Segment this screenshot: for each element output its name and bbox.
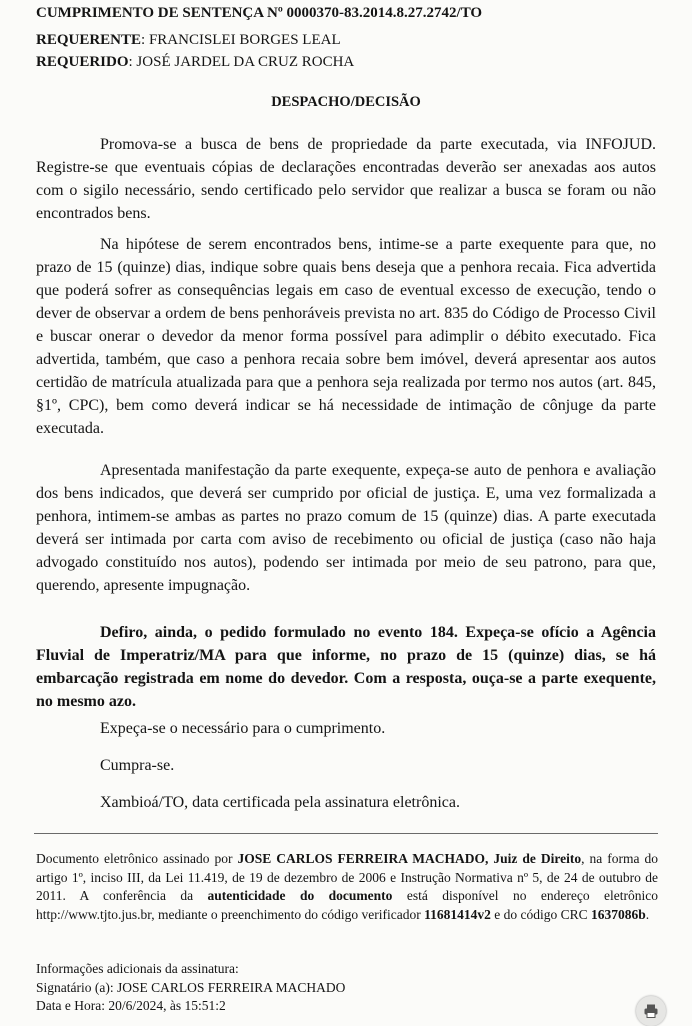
body-line-2: Cumpra-se.	[100, 757, 175, 774]
plaintiff-line	[36, 31, 341, 49]
plaintiff-name: : FRANCISLEI BORGES LEAL	[141, 32, 341, 48]
body-paragraph-1: Promova-se a busca de bens de propriedade da parte executada, via INFOJUD. Registre-se que eventuais cópias de declarações encontradas deverão ser anexadas aos autos com o sigilo necessário, sendo certificado pelo servidor que realizar a busca se foram ou não encontrados bens.	[36, 136, 656, 222]
signature-block	[36, 850, 658, 924]
signature-info-title: Informações adicionais da assinatura:	[36, 961, 239, 976]
sig-law: , na forma do artigo 1º, inciso III, da Lei 11.419, de 19 de dezembro de 2006 e Instrução Normativa nº 5, de 24 de outubro de 2011. A conferência da	[36, 851, 659, 903]
body-paragraph-2: Na hipótese de serem encontrados bens, intime-se a parte exequente para que, no prazo de 15 (quinze) dias, indique sobre quais bens deseja que a penhora recaia. Fica advertida que poderá sofrer as consequências legais em caso de eventual excesso de execução, tendo o dever de observar a ordem de bens penhoráveis prevista no art. 835 do Código de Processo Civil e buscar onerar o devedor da menor forma possível para adimplir o débito executado. Fica advertida, também, que caso a penhora recaia sobre bem imóvel, deverá apresentar aos autos certidão de matrícula atualizada para que a penhora seja realizada por termo nos autos (art. 845, §1º, CPC), bem como deverá indicar se há necessidade de intimação de cônjuge da parte executada.	[36, 236, 656, 437]
printer-icon	[643, 1003, 659, 1019]
plaintiff-label: REQUERENTE	[36, 32, 142, 48]
body-line-3: Xambioá/TO, data certificada pela assinatura eletrônica.	[100, 794, 460, 811]
crc-code: 1637086b	[591, 906, 646, 922]
crc-end: .	[645, 906, 650, 922]
defendant-name: : JOSÉ JARDEL DA CRUZ ROCHA	[128, 54, 355, 70]
datetime-line: Data e Hora: 20/6/2024, às 15:51:2	[36, 998, 226, 1013]
body-paragraph-3: Apresentada manifestação da parte exequente, expeça-se auto de penhora e avaliação dos bens indicados, que deverá ser cumprido por oficial de justiça. E, uma vez formalizada a penhora, intimem-se ambas as partes no prazo comum de 15 (quinze) dias. A parte executada deverá ser intimada por carta com aviso de recebimento ou oficial de justiça (caso não haja advogado constituído nos autos), podendo ser intimada por meio de seu patrono, para que, querendo, apresente impugnação.	[36, 462, 656, 594]
crc-intro: e do código CRC	[490, 906, 592, 922]
verifier-code: 11681414v2	[424, 906, 491, 922]
footer-divider	[34, 833, 658, 834]
signatory-line: Signatário (a): JOSE CARLOS FERREIRA MACHADO	[36, 979, 346, 995]
sig-url: está disponível no endereço eletrônico http://www.tjto.jus.br, mediante o preenchimento do código verificador	[36, 888, 658, 922]
document-title: DESPACHO/DECISÃO	[271, 94, 421, 110]
signature-info	[36, 960, 658, 1016]
authenticity-text: autenticidade do documento	[207, 888, 393, 903]
body-paragraph-4: Defiro, ainda, o pedido formulado no evento 184. Expeça-se ofício a Agência Fluvial de Imperatriz/MA para que informe, no prazo de 15 (quinze) dias, se há embarcação registrada em nome do devedor. Com a resposta, ouça-se a parte exequente, no mesmo azo.	[36, 624, 656, 710]
body-line-1: Expeça-se o necessário para o cumprimento.	[100, 720, 386, 737]
case-title: CUMPRIMENTO DE SENTENÇA Nº 0000370-83.2014.8.27.2742/TO	[36, 5, 483, 21]
defendant-label: REQUERIDO	[36, 54, 129, 70]
defendant-line	[36, 53, 354, 71]
sig-intro: Documento eletrônico assinado por	[36, 851, 238, 866]
print-button[interactable]	[636, 996, 666, 1026]
signer-name: JOSE CARLOS FERREIRA MACHADO, Juiz de Direito	[237, 851, 582, 866]
